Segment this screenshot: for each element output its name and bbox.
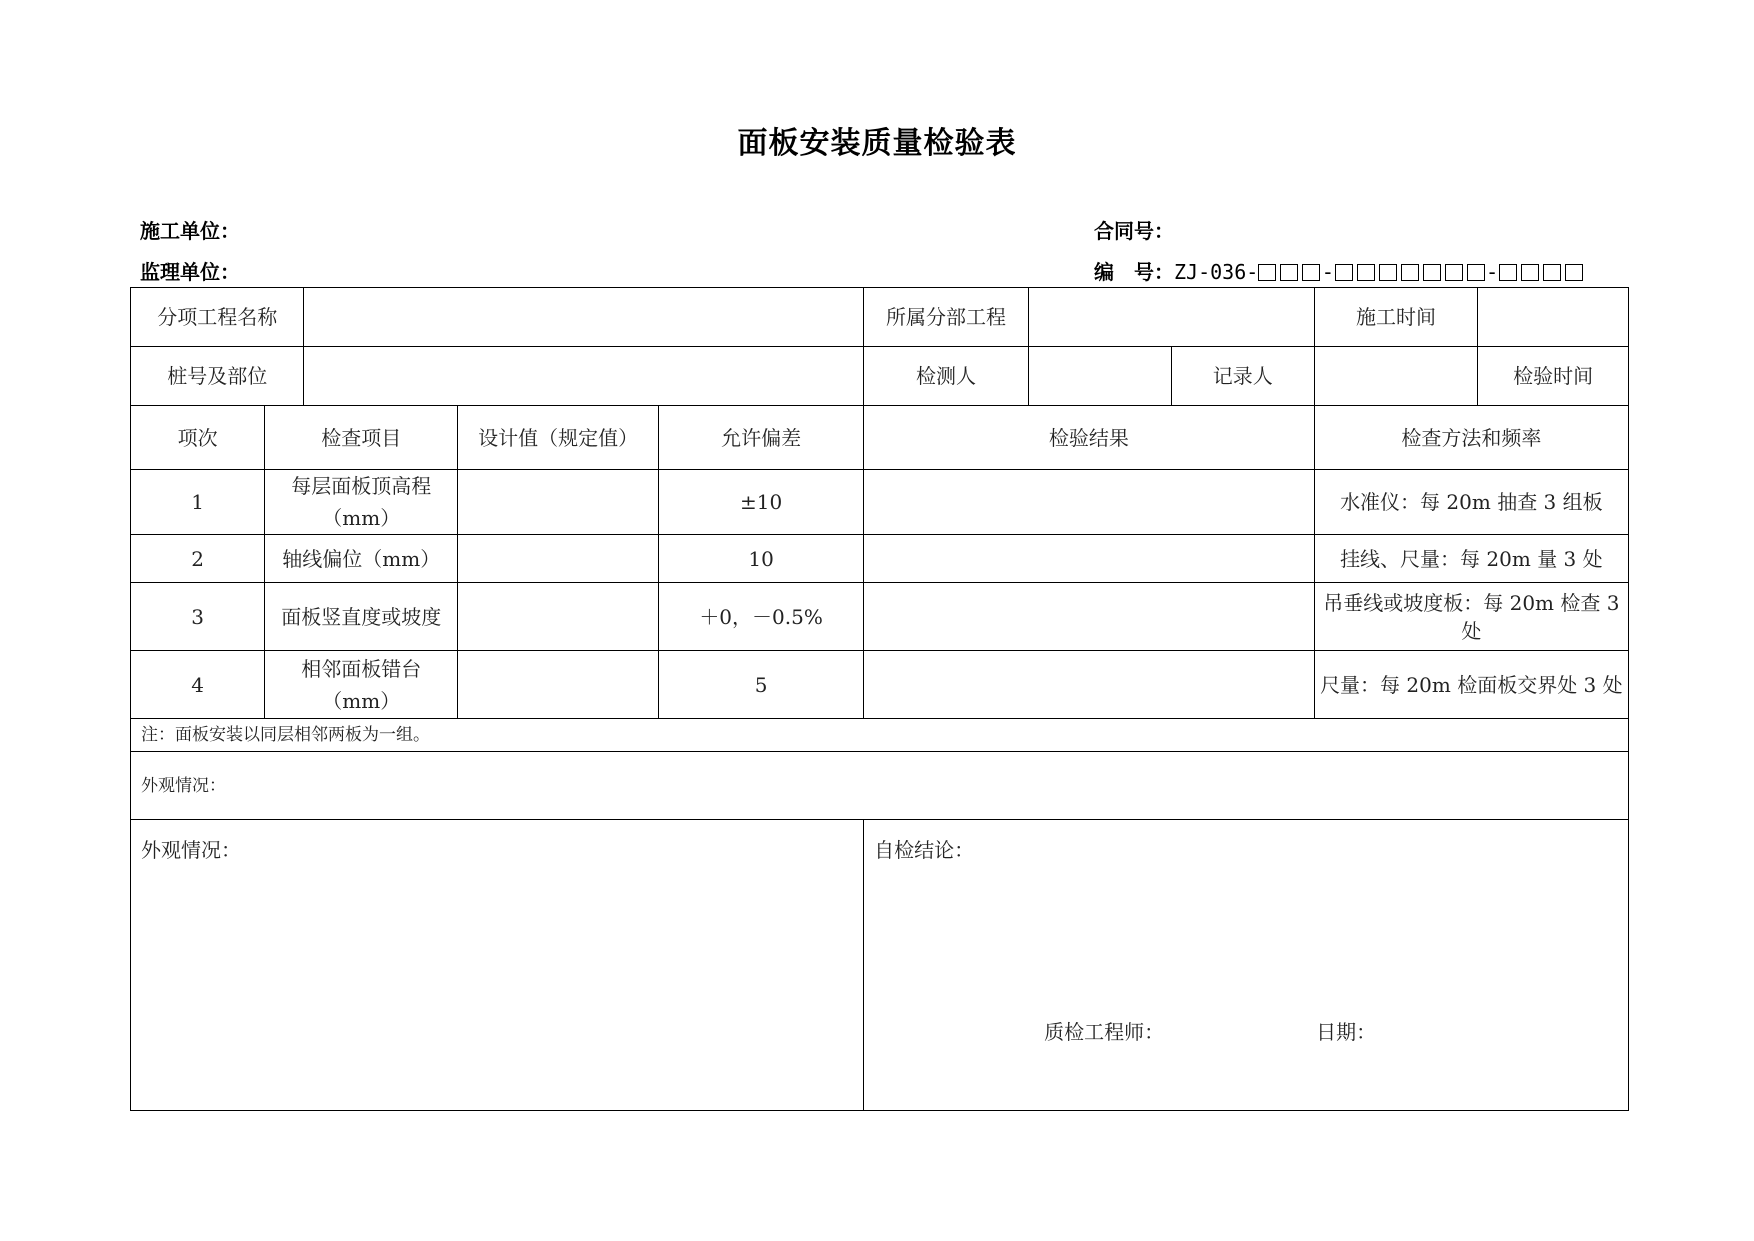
note-row bbox=[131, 719, 1629, 752]
serial-dash: - bbox=[1488, 260, 1496, 284]
col-result-header: 检验结果 bbox=[864, 406, 1315, 470]
sub-project-label: 分项工程名称 bbox=[131, 288, 304, 347]
row-design-value[interactable] bbox=[458, 470, 659, 535]
info-row-2 bbox=[131, 347, 1629, 406]
row-method: 水准仪：每 20m 抽查 3 组板 bbox=[1314, 470, 1628, 535]
row-method: 吊垂线或坡度板：每 20m 检查 3 处 bbox=[1314, 583, 1628, 651]
serial-digit-box[interactable] bbox=[1521, 264, 1539, 281]
serial-digit-box[interactable] bbox=[1565, 264, 1583, 281]
row-design-value[interactable] bbox=[458, 583, 659, 651]
appearance-label-1[interactable]: 外观情况： bbox=[131, 752, 1629, 820]
col-design-header: 设计值（规定值） bbox=[458, 406, 659, 470]
contract-no-label: 合同号： bbox=[1094, 219, 1174, 243]
row-tolerance: ±10 bbox=[659, 470, 864, 535]
inspector-value[interactable] bbox=[1028, 347, 1171, 406]
note-text: 注：面板安装以同层相邻两板为一组。 bbox=[131, 719, 1629, 752]
row-item: 相邻面板错台（mm） bbox=[265, 651, 458, 719]
serial-digit-box[interactable] bbox=[1280, 264, 1298, 281]
serial-box-group bbox=[1258, 260, 1586, 284]
inspection-table bbox=[130, 287, 1629, 1111]
row-item: 每层面板顶高程（mm） bbox=[265, 470, 458, 535]
row-tolerance: 10 bbox=[659, 535, 864, 583]
station-label: 桩号及部位 bbox=[131, 347, 304, 406]
row-no: 1 bbox=[131, 470, 265, 535]
serial-digit-box[interactable] bbox=[1401, 264, 1419, 281]
construction-time-value[interactable] bbox=[1478, 288, 1629, 347]
inspector-label: 检测人 bbox=[864, 347, 1029, 406]
conclusion-row bbox=[131, 820, 1629, 1111]
construction-time-label: 施工时间 bbox=[1314, 288, 1478, 347]
row-method: 挂线、尺量：每 20m 量 3 处 bbox=[1314, 535, 1628, 583]
serial-no-label: 编 号： bbox=[1094, 260, 1174, 284]
row-result[interactable] bbox=[864, 535, 1315, 583]
qc-engineer-label: 质检工程师： bbox=[1044, 1020, 1165, 1044]
data-rows bbox=[131, 470, 1629, 719]
table-row bbox=[131, 651, 1629, 719]
date-label: 日期： bbox=[1316, 1020, 1377, 1044]
serial-digit-box[interactable] bbox=[1467, 264, 1485, 281]
supervision-unit-label: 监理单位： bbox=[140, 260, 240, 284]
row-no: 3 bbox=[131, 583, 265, 651]
row-method: 尺量：每 20m 检面板交界处 3 处 bbox=[1314, 651, 1628, 719]
parent-project-value[interactable] bbox=[1028, 288, 1314, 347]
serial-digit-box[interactable] bbox=[1543, 264, 1561, 281]
form-title: 面板安装质量检验表 bbox=[737, 126, 1017, 161]
serial-digit-box[interactable] bbox=[1445, 264, 1463, 281]
table-row bbox=[131, 470, 1629, 535]
self-check-box[interactable] bbox=[864, 820, 1629, 1111]
station-value[interactable] bbox=[304, 347, 864, 406]
col-method-header: 检查方法和频率 bbox=[1314, 406, 1628, 470]
serial-digit-box[interactable] bbox=[1423, 264, 1441, 281]
row-tolerance: ＋0，－0.5% bbox=[659, 583, 864, 651]
parent-project-label: 所属分部工程 bbox=[864, 288, 1029, 347]
row-design-value[interactable] bbox=[458, 535, 659, 583]
serial-prefix: ZJ-036- bbox=[1174, 260, 1259, 284]
table-row bbox=[131, 535, 1629, 583]
row-result[interactable] bbox=[864, 583, 1315, 651]
serial-digit-box[interactable] bbox=[1302, 264, 1320, 281]
sub-project-value[interactable] bbox=[304, 288, 864, 347]
appearance-box[interactable] bbox=[131, 820, 864, 1111]
row-no: 2 bbox=[131, 535, 265, 583]
info-row-1 bbox=[131, 288, 1629, 347]
inspection-time-label: 检验时间 bbox=[1478, 347, 1629, 406]
row-no: 4 bbox=[131, 651, 265, 719]
serial-dash: - bbox=[1324, 260, 1332, 284]
row-result[interactable] bbox=[864, 651, 1315, 719]
serial-digit-box[interactable] bbox=[1258, 264, 1276, 281]
serial-digit-box[interactable] bbox=[1357, 264, 1375, 281]
serial-digit-box[interactable] bbox=[1335, 264, 1353, 281]
construction-unit-label: 施工单位： bbox=[140, 219, 240, 243]
appearance-label-2: 外观情况： bbox=[141, 838, 241, 862]
row-item: 轴线偏位（mm） bbox=[265, 535, 458, 583]
row-result[interactable] bbox=[864, 470, 1315, 535]
col-no-header: 项次 bbox=[131, 406, 265, 470]
row-design-value[interactable] bbox=[458, 651, 659, 719]
col-item-header: 检查项目 bbox=[265, 406, 458, 470]
serial-digit-box[interactable] bbox=[1499, 264, 1517, 281]
recorder-value[interactable] bbox=[1314, 347, 1478, 406]
recorder-label: 记录人 bbox=[1171, 347, 1314, 406]
row-tolerance: 5 bbox=[659, 651, 864, 719]
table-row bbox=[131, 583, 1629, 651]
row-item: 面板竖直度或坡度 bbox=[265, 583, 458, 651]
self-check-label: 自检结论： bbox=[874, 838, 975, 862]
serial-digit-box[interactable] bbox=[1379, 264, 1397, 281]
column-header-row bbox=[131, 406, 1629, 470]
serial-no bbox=[1094, 256, 1587, 285]
col-tolerance-header: 允许偏差 bbox=[659, 406, 864, 470]
appearance-row bbox=[131, 752, 1629, 820]
